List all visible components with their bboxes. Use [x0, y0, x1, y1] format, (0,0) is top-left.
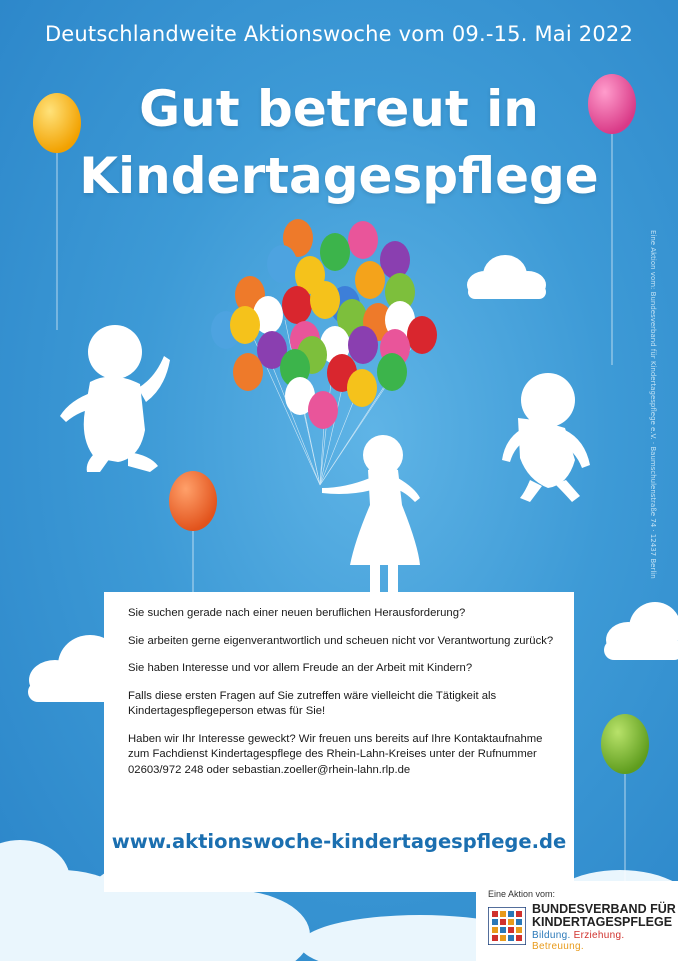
paragraph-question-3: Sie haben Interesse und vor allem Freude an der Arbeit mit Kindern?: [128, 662, 473, 674]
logo-name-line1: BUNDESVERBAND FÜR: [532, 902, 676, 916]
paragraph-suggestion: Falls diese ersten Fragen auf Sie zutreffen wäre vielleicht die Tätigkeit als Kindertagespflegeperson etwas für Sie!: [128, 689, 497, 717]
child-right: [502, 373, 590, 502]
cloud-right-mid: [604, 602, 678, 660]
paragraph-question-2: Sie arbeiten gerne eigenverantwortlich und scheuen nicht vor Verantwortung zurück?: [128, 634, 554, 647]
organization-logo: [476, 881, 678, 961]
tagline-betreuung: Betreuung.: [532, 941, 584, 952]
logo-intro: Eine Aktion vom:: [488, 889, 556, 899]
tagline-bildung: Bildung.: [532, 930, 571, 941]
child-left: [60, 325, 170, 472]
logo-tagline: [532, 930, 678, 952]
logo-name: [532, 903, 676, 928]
sidebar-credit: Eine Aktion vom: Bundesverband für Kindertagespflege e.V. · Baumschulenstraße 74 · 12437 Berlin: [649, 230, 657, 579]
page-title-line2: Kindertagespflege: [79, 147, 599, 205]
campaign-website-link[interactable]: www.aktionswoche-kindertagespflege.de: [111, 830, 567, 853]
paragraph-question-1: Sie suchen gerade nach einer neuen beruflichen Herausforderung?: [128, 607, 466, 619]
tagline-erziehung: Erziehung.: [573, 930, 625, 941]
balloon-bunch: [211, 219, 437, 429]
cloud-right-top: [467, 255, 546, 299]
page-title-line1: Gut betreut in: [139, 80, 539, 138]
paragraph-contact: Haben wir Ihr Interesse geweckt? Wir freuen uns bereits auf Ihre Kontaktaufnahme zum Fachdienst Kindertagespflege des Rhein-Lahn-Kreises unter der Rufnummer 02603/972 248 oder sebastian.zoeller@rhein-lahn.rlp.de: [128, 732, 543, 776]
logo-grid-icon: [488, 907, 526, 945]
logo-name-line2: KINDERTAGESPFLEGE: [532, 914, 673, 929]
event-date-line: Deutschlandweite Aktionswoche vom 09.-15. Mai 2022: [44, 22, 634, 46]
